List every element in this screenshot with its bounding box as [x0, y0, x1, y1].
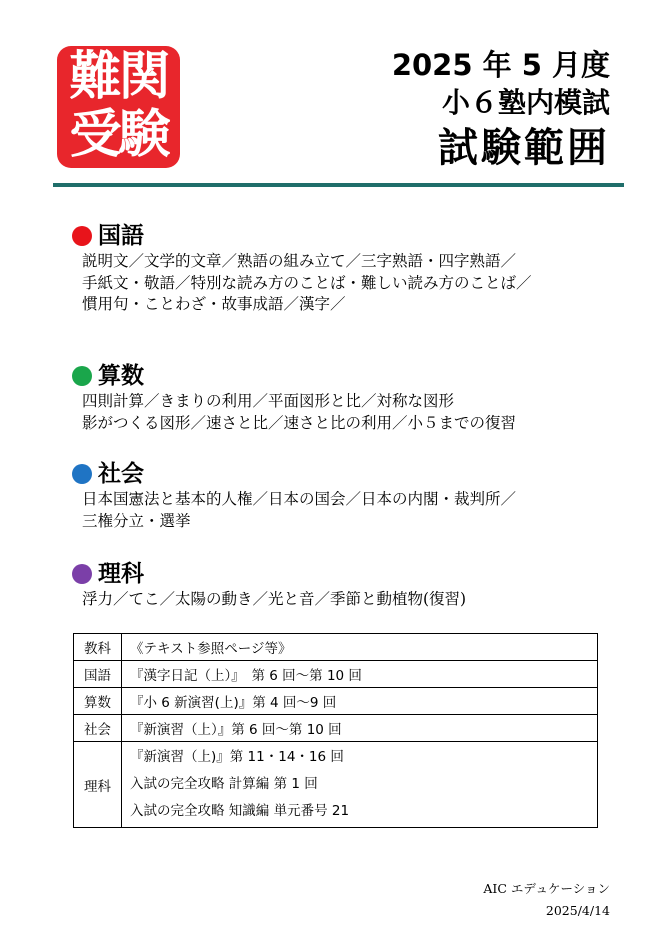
footer-date: 2025/4/14 — [545, 903, 610, 918]
section-line: 四則計算／きまりの利用／平面図形と比／対称な図形 — [82, 392, 455, 410]
section-title: 理科 — [98, 561, 144, 587]
section-line: 説明文／文学的文章／熟語の組み立て／三字熟語・四字熟語／ — [82, 252, 517, 270]
table-row — [74, 688, 598, 715]
section-body — [82, 589, 466, 611]
footer-company: AIC エデュケーション — [483, 881, 610, 896]
section-line: 慣用句・ことわざ・故事成語／漢字／ — [82, 295, 346, 313]
section-japanese — [72, 221, 532, 316]
section-science — [72, 559, 466, 611]
section-title: 国語 — [98, 223, 144, 249]
section-heading — [72, 361, 516, 391]
section-line: 影がつくる図形／速さと比／速さと比の利用／小５までの復習 — [82, 413, 517, 432]
section-body — [82, 489, 516, 532]
bullet-dot-icon — [72, 564, 92, 584]
header-divider — [53, 183, 624, 187]
logo-text-line1: 難関 — [69, 47, 168, 107]
table-row — [74, 661, 598, 688]
section-body — [82, 391, 516, 434]
bullet-dot-icon — [72, 366, 92, 386]
table-cell-content — [122, 742, 598, 828]
table-header-row — [74, 634, 598, 661]
table-cell-subject: 算数 — [74, 688, 122, 715]
table-cell-content: 『漢字日記（上）』 第 6 回～第 10 回 — [122, 661, 598, 688]
logo-badge — [57, 46, 180, 168]
table-cell-line: 『新演習（上)』第 11・14・16 回 — [130, 749, 344, 765]
section-line: 三権分立・選挙 — [82, 511, 191, 530]
table-cell-line: 入試の完全攻略 計算編 第 1 回 — [130, 776, 318, 792]
table-row — [74, 715, 598, 742]
reference-table — [73, 633, 598, 828]
table-cell-content: 『小 6 新演習(上)』第 4 回～9 回 — [122, 688, 598, 715]
section-title: 算数 — [98, 363, 144, 389]
table-header-content: 《テキスト参照ページ等》 — [122, 634, 598, 661]
section-heading — [72, 459, 516, 489]
section-line: 日本国憲法と基本的人権／日本の国会／日本の内閣・裁判所／ — [82, 490, 517, 508]
section-line: 手紙文・敬語／特別な読み方のことば・難しい読み方のことば／ — [82, 273, 532, 292]
table-cell-subject: 理科 — [74, 742, 122, 828]
bullet-dot-icon — [72, 226, 92, 246]
section-heading — [72, 559, 466, 589]
section-heading — [72, 221, 532, 251]
title-block — [392, 46, 610, 174]
section-title: 社会 — [98, 461, 144, 487]
section-social-studies — [72, 459, 516, 532]
footer — [483, 878, 610, 922]
table-header-subject: 教科 — [74, 634, 122, 661]
page-title: 試験範囲 — [438, 125, 610, 171]
title-exam-name: 小６塾内模試 — [441, 86, 610, 119]
logo-text-line2: 受験 — [69, 105, 168, 165]
table-cell-subject: 国語 — [74, 661, 122, 688]
bullet-dot-icon — [72, 464, 92, 484]
table-cell-line: 入試の完全攻略 知識編 単元番号 21 — [130, 803, 350, 819]
section-line: 浮力／てこ／太陽の動き／光と音／季節と動植物(復習) — [82, 590, 467, 608]
table-cell-content: 『新演習（上）』第 6 回～第 10 回 — [122, 715, 598, 742]
section-math — [72, 361, 516, 434]
section-body — [82, 251, 532, 316]
table-cell-subject: 社会 — [74, 715, 122, 742]
title-date: 2025 年 5 月度 — [391, 48, 610, 82]
table-row — [74, 742, 598, 828]
